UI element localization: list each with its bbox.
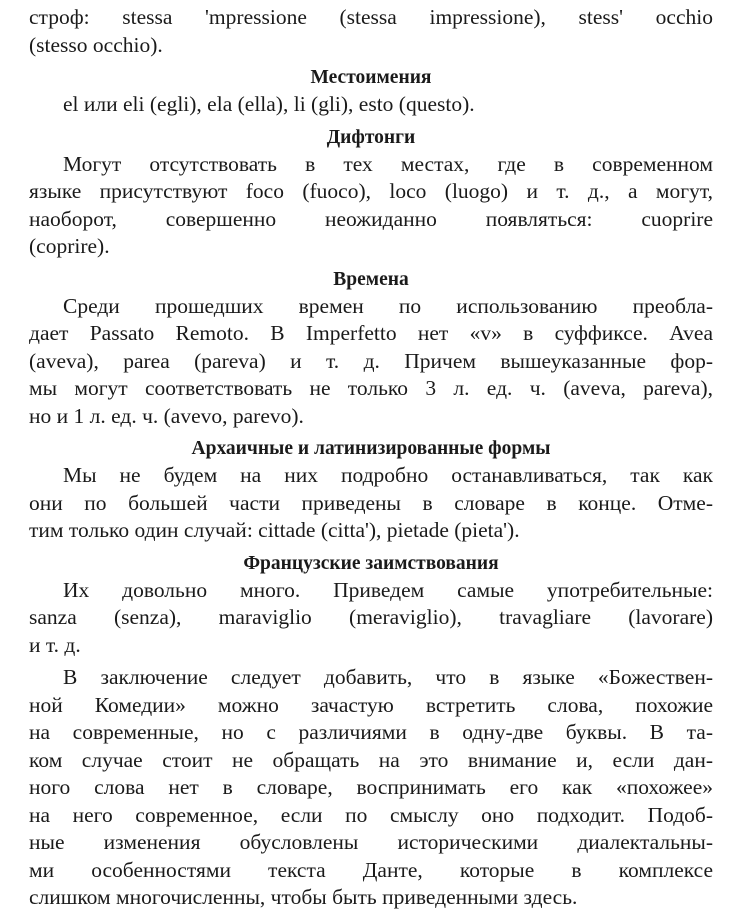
text-line: sanza (senza), maraviglio (meraviglio), travagliare (lavorare): [29, 605, 713, 629]
text-line: (coprire).: [29, 234, 110, 258]
text-line: на современные, но с различиями в одну-две буквы. В та-: [29, 720, 713, 744]
text-line: на него современное, если по смыслу оно подходит. Подоб-: [29, 802, 713, 827]
text-line: они по большей части приведены в словаре в конце. Отме-: [29, 490, 713, 515]
text-line: и т. д.: [29, 632, 81, 657]
section-heading: Времена: [333, 268, 409, 290]
text-line: но и 1 л. ед. ч. (avevo, parevo).: [29, 403, 304, 428]
text-line: ной Комедии» можно зачастую встретить слова, похожие: [29, 692, 713, 717]
text-line: ные изменения обусловлены историческими диалектальны-: [29, 830, 713, 854]
text-line: el или eli (egli), ela (ella), li (gli), esto (questo).: [63, 92, 475, 116]
text-line: Мы не будем на них подробно останавливаться, так как: [63, 463, 713, 487]
text-line: тим только один случай: cittade (citta'), pietade (pieta').: [29, 518, 520, 542]
section-heading: Французские заимствования: [243, 552, 499, 574]
text-line: ми особенностями текста Данте, которые в комплексе: [29, 857, 713, 882]
text-line: ного слова нет в словаре, воспринимать его как «похожее»: [29, 775, 713, 799]
text-line: языке присутствуют foco (fuoco), loco (luogo) и т. д., а могут,: [29, 179, 713, 203]
text-line: наоборот, совершенно неожиданно появляться: cuoprire: [29, 206, 713, 231]
text-line: Их довольно много. Приведем самые употребительные:: [63, 577, 713, 602]
text-line: ком случае стоит не обращать на это внимание и, если дан-: [29, 747, 713, 772]
section-heading: Местоимения: [310, 67, 432, 88]
text-line: слишком многочисленны, чтобы быть приведенными здесь.: [29, 885, 578, 909]
text-line: строф: stessa 'mpressione (stessa impressione), stess' occhio: [29, 5, 713, 29]
text-line: Среди прошедших времен по использованию преобла-: [63, 293, 713, 318]
text-line: Могут отсутствовать в тех местах, где в современном: [63, 151, 713, 176]
text-line: (aveva), parea (pareva) и т. д. Причем вышеуказанные фор-: [29, 348, 713, 373]
text-line: мы могут соответствовать не только 3 л. ед. ч. (aveva, pareva),: [29, 376, 713, 400]
text-line: дает Passato Remoto. В Imperfetto нет «v» в суффиксе. Avea: [29, 321, 713, 345]
text-line: В заключение следует добавить, что в языке «Божествен-: [63, 665, 713, 689]
section-heading: Дифтонги: [326, 126, 416, 148]
section-heading: Архаичные и латинизированные формы: [191, 438, 551, 459]
text-line: (stesso occhio).: [29, 32, 163, 57]
